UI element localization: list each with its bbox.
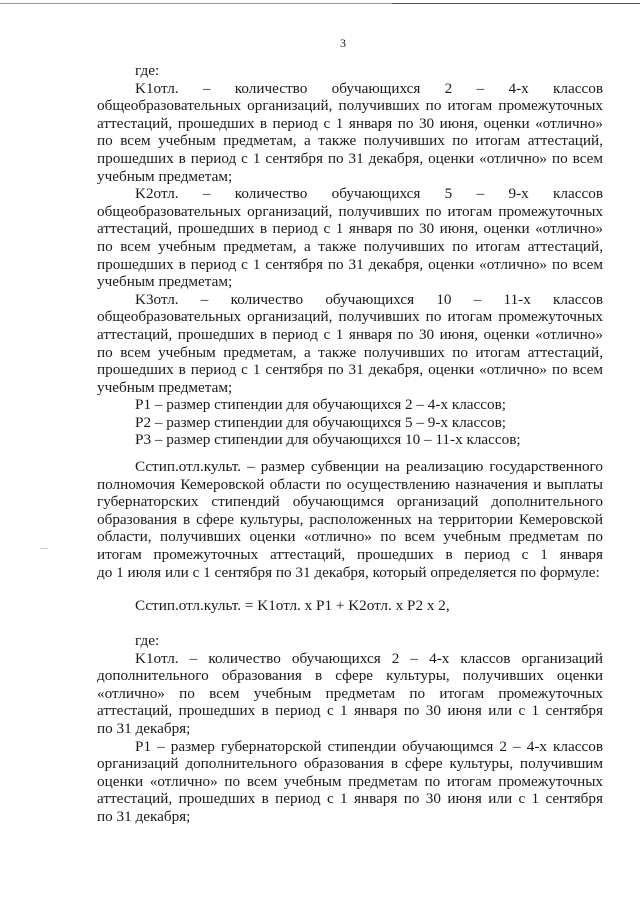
k2-line: прошедших в период с 1 сентября по 31 декабря, оценки «отлично» по всем <box>97 255 603 273</box>
k3-line: учебным предметам; <box>97 378 233 396</box>
margin-scan-mark <box>40 548 48 549</box>
k3-line: прошедших в период с 1 сентября по 31 декабря, оценки «отлично» по всем <box>97 361 603 379</box>
k2-line: учебным предметам; <box>97 273 233 291</box>
p3-definition: P3 – размер стипендии для обучающихся 10 – 11-х классов; <box>135 431 521 449</box>
section-2-text <box>97 632 603 826</box>
p1-culture-line: оценки «отлично» по всем учебным предметам по итогам промежуточных <box>97 772 603 790</box>
p1-culture-line: P1 – размер губернаторской стипендии обучающимся 2 – 4-х классов <box>135 737 603 755</box>
section-1-text <box>97 62 603 449</box>
k2-line: по всем учебным предметам, а также получивших по итогам аттестаций, <box>97 237 603 255</box>
k1-culture-line: по 31 декабря; <box>97 719 191 737</box>
definition-line: образования в сфере культуры, расположенных на территории Кемеровской <box>97 510 603 528</box>
k2-line: K2отл. – количество обучающихся 5 – 9-х классов <box>135 185 603 203</box>
k1-line: прошедших в период с 1 сентября по 31 декабря, оценки «отлично» по всем <box>97 149 603 167</box>
k3-line: общеобразовательных организаций, получивших по итогам промежуточных <box>97 308 603 326</box>
k1-line: аттестаций, прошедших в период с 1 января по 30 июня, оценки «отлично» <box>97 114 603 132</box>
section-2-definition <box>97 458 603 581</box>
k1-line: учебным предметам; <box>97 167 233 185</box>
formula: Сстип.отл.культ. = K1отл. x P1 + K2отл. x P2 x 2, <box>135 597 450 614</box>
definition-line: до 1 июля или с 1 сентября по 31 декабря, который определяется по формуле: <box>97 563 600 581</box>
page-number: 3 <box>340 36 346 50</box>
definition-line: области, получивших оценки «отлично» по всем учебным предметам по <box>97 528 603 546</box>
p1-culture-line: аттестаций, прошедших в период с 1 января по 30 июня или с 1 сентября <box>97 790 603 808</box>
p1-definition: P1 – размер стипендии для обучающихся 2 – 4-х классов; <box>135 396 507 414</box>
k3-line: по всем учебным предметам, а также получивших по итогам аттестаций, <box>97 343 603 361</box>
k1-culture-line: аттестаций, прошедших в период с 1 января по 30 июня или с 1 сентября <box>97 702 603 720</box>
p1-culture-line: организаций дополнительного образования в сфере культуры, получившим <box>97 755 603 773</box>
where-label: где: <box>135 62 160 79</box>
k2-line: общеобразовательных организаций, получивших по итогам промежуточных <box>97 202 603 220</box>
k1-line: по всем учебным предметам, а также получивших по итогам аттестаций, <box>97 132 603 150</box>
k3-line: аттестаций, прошедших в период с 1 января по 30 июня, оценки «отлично» <box>97 325 603 343</box>
k1-line: общеобразовательных организаций, получивших по итогам промежуточных <box>97 97 603 115</box>
p2-definition: P2 – размер стипендии для обучающихся 5 – 9-х классов; <box>135 413 507 431</box>
k1-line: K1отл. – количество обучающихся 2 – 4-х классов <box>135 79 603 97</box>
k1-culture-line: дополнительного образования в сфере культуры, получивших оценки <box>97 667 603 685</box>
definition-line: Сстип.отл.культ. – размер субвенции на реализацию государственного <box>135 458 603 475</box>
p1-culture-line: по 31 декабря; <box>97 807 191 825</box>
k2-line: аттестаций, прошедших в период с 1 января по 30 июня, оценки «отлично» <box>97 220 603 238</box>
top-scan-border-dark <box>392 3 640 4</box>
definition-line: полномочия Кемеровской области по осуществлению назначения и выплаты <box>97 475 603 493</box>
where-label: где: <box>135 632 160 649</box>
k1-culture-line: «отлично» по всем учебным предметам по итогам промежуточных <box>97 684 603 702</box>
definition-line: итогам промежуточных аттестаций, прошедших в период с 1 января <box>97 545 603 563</box>
k1-culture-line: K1отл. – количество обучающихся 2 – 4-х классов организаций <box>135 649 603 667</box>
k3-line: K3отл. – количество обучающихся 10 – 11-х классов <box>135 290 603 308</box>
definition-line: губернаторских стипендий обучающимся организаций дополнительного <box>97 493 603 511</box>
